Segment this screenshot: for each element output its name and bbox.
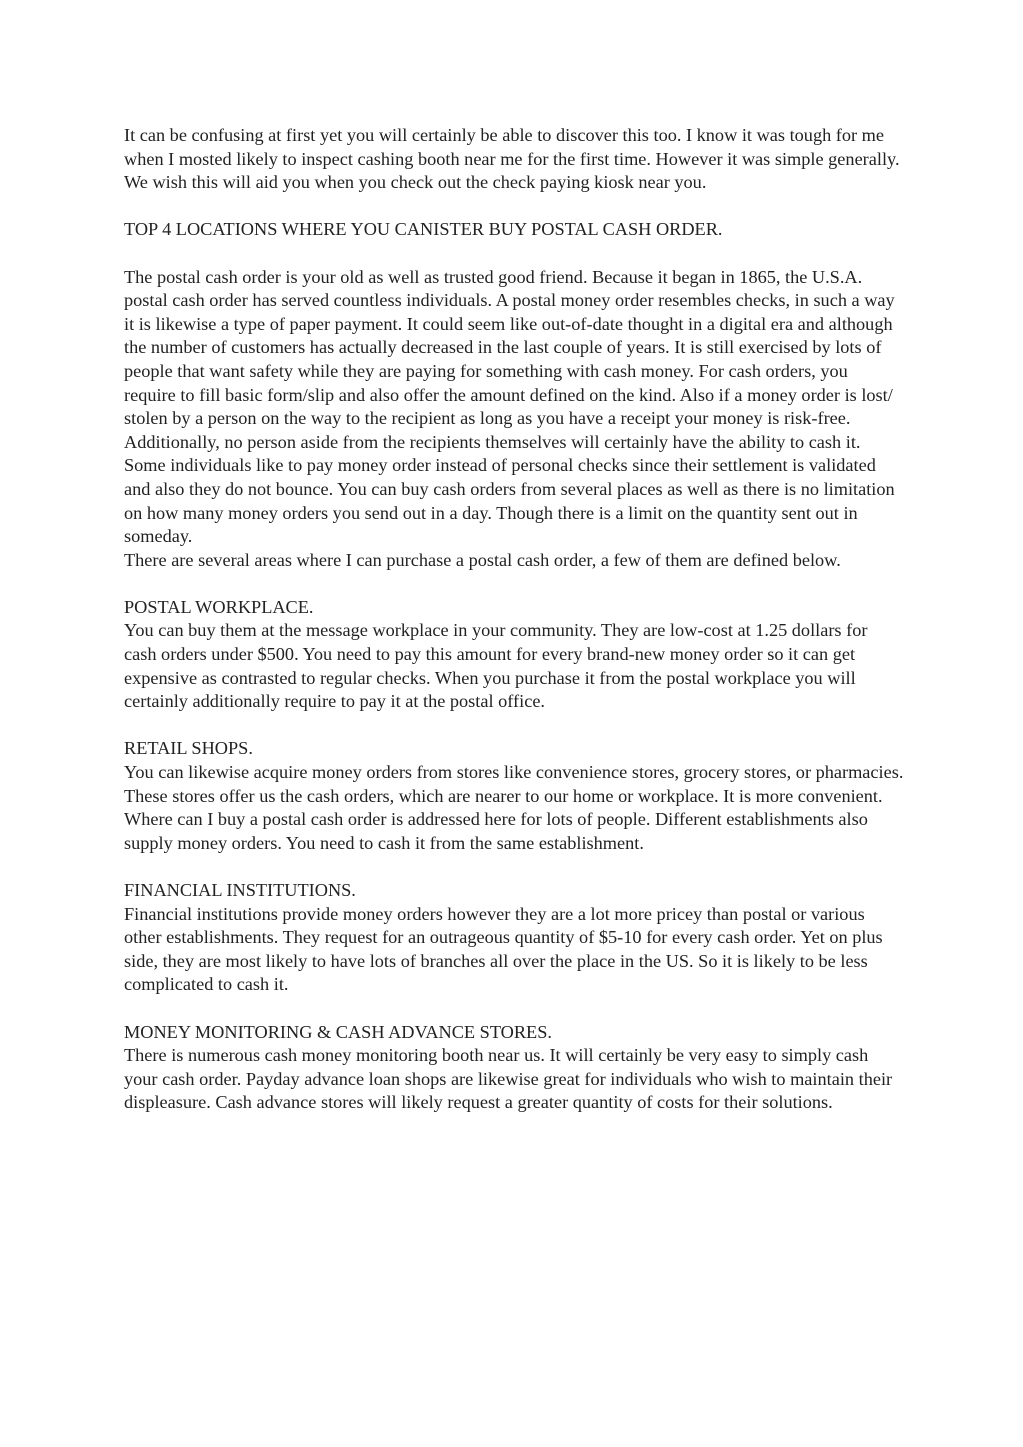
body-paragraph: There are several areas where I can purchase a postal cash order, a few of them are defined below. bbox=[124, 549, 841, 570]
paragraph-gap bbox=[124, 714, 904, 738]
section-text-money-monitoring: There is numerous cash money monitoring booth near us. It will certainly be very easy to simply cash your cash order. Payday advance loan shops are likewise great for individuals who wish to maintain their displeasure. Cash advance stores will likely request a greater quantity of costs for their solutions. bbox=[124, 1045, 893, 1113]
body-paragraph: The postal cash order is your old as well as trusted good friend. Because it began in 1865, the U.S.A. postal cash order has served countless individuals. A postal money order resembles checks, in such a way it is likewise a type of paper payment. It could seem like out-of-date thought in a digital era and although the number of customers has actually decreased in the last couple of years. It is still exercised by lots of people that want safety while they are paying for something with cash money. For cash orders, you require to fill basic form/slip and also offer the amount defined on the kind. Also if a money order is lost/ stolen by a person on the way to the recipient as long as you have a receipt your money is risk-free. Additionally, no person aside from the recipients themselves will certainly have the ability to cash it. bbox=[124, 266, 895, 452]
paragraph-gap bbox=[124, 855, 904, 879]
section-text-postal: You can buy them at the message workplace in your community. They are low-cost at 1.25 dollars for cash orders under $500. You need to pay this amount for every brand-new money order so it can get expensive as contrasted to regular checks. When you purchase it from the postal workplace you will certainly additionally require to pay it at the postal office. bbox=[124, 620, 868, 712]
main-heading: TOP 4 LOCATIONS WHERE YOU CANISTER BUY POSTAL CASH ORDER. bbox=[124, 219, 723, 240]
section-text-retail: You can likewise acquire money orders from stores like convenience stores, grocery stores, or pharmacies. These stores offer us the cash orders, which are nearer to our home or workplace. It is more convenient. Where can I buy a postal cash order is addressed here for lots of people. Different establishments also supply money orders. You need to cash it from the same establishment. bbox=[124, 762, 904, 853]
section-title-retail: RETAIL SHOPS. bbox=[124, 738, 253, 759]
paragraph-gap bbox=[124, 997, 904, 1021]
document-body bbox=[124, 124, 904, 1115]
body-paragraph: Some individuals like to pay money order instead of personal checks since their settlement is validated and also they do not bounce. You can buy cash orders from several places as well as there is no limitation on how many money orders you send out in a day. Though there is a limit on the quantity sent out in someday. bbox=[124, 455, 895, 547]
paragraph-gap bbox=[124, 195, 904, 219]
section-title-financial: FINANCIAL INSTITUTIONS. bbox=[124, 880, 356, 900]
paragraph-gap bbox=[124, 572, 904, 596]
paragraph-gap bbox=[124, 242, 904, 266]
intro-paragraph: It can be confusing at first yet you will certainly be able to discover this too. I know it was tough for me when I mosted likely to inspect cashing booth near me for the first time. However it was simple generally. We wish this will aid you when you check out the check paying kiosk near you. bbox=[124, 125, 900, 193]
section-title-postal: POSTAL WORKPLACE. bbox=[124, 596, 314, 617]
section-title-money-monitoring: MONEY MONITORING & CASH ADVANCE STORES. bbox=[124, 1021, 552, 1042]
section-text-financial: Financial institutions provide money orders however they are a lot more pricey than postal or various other establishments. They request for an outrageous quantity of $5-10 for every cash order. Yet on plus side, they are most likely to have lots of branches all over the place in the US. So it is likely to be less complicated to cash it. bbox=[124, 903, 883, 995]
